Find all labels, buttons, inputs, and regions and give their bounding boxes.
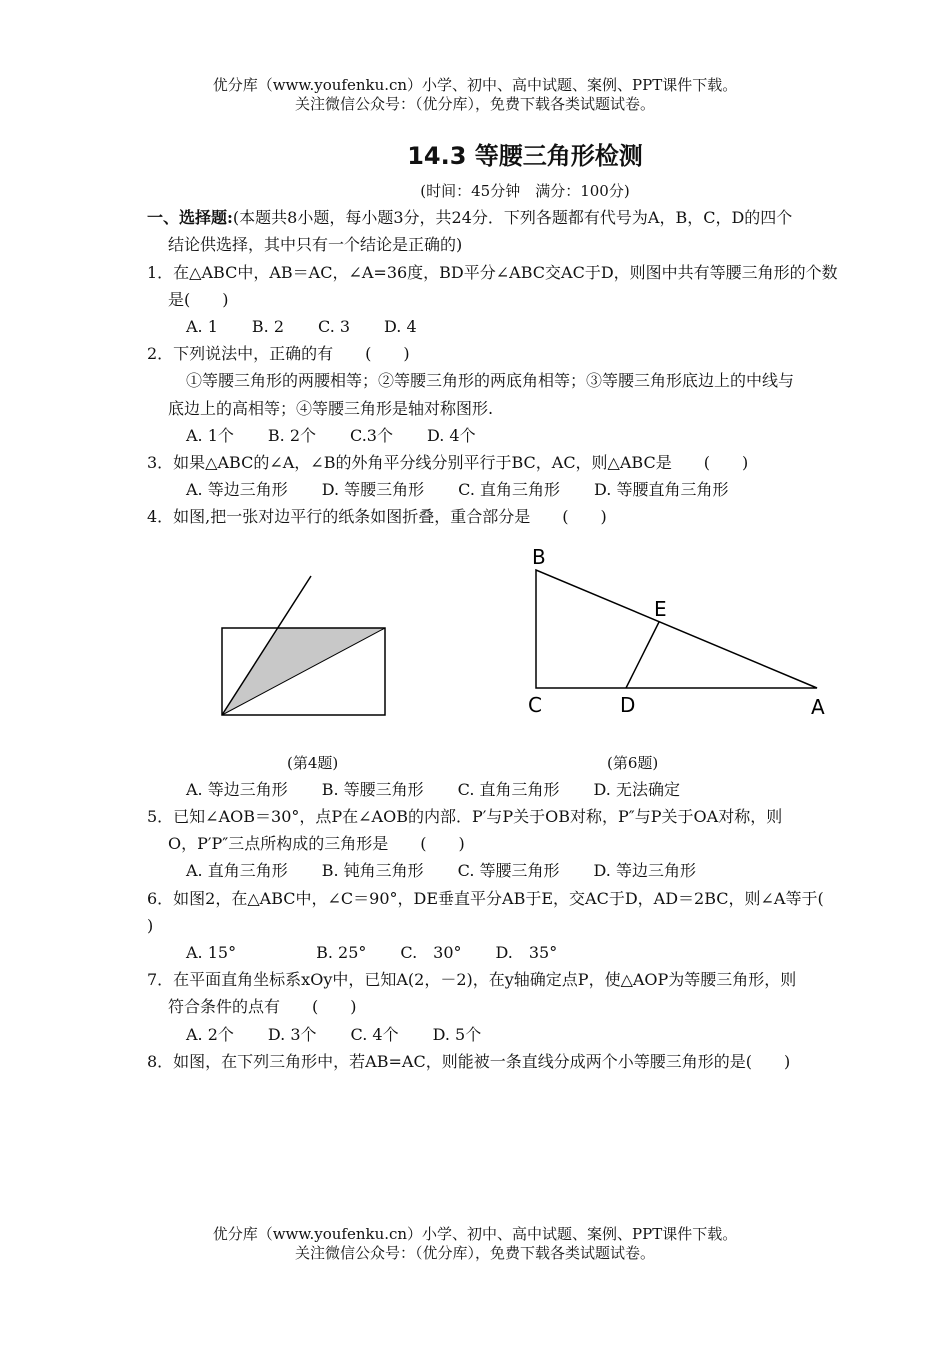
section-1-desc-1: (本题共8小题，每小题3分，共24分．下列各题都有代号为A，B，C，D的四个 bbox=[232, 208, 793, 227]
section-1-desc-2: 结论供选择，其中只有一个结论是正确的) bbox=[168, 235, 463, 254]
q2-option-b: B. 2个 bbox=[267, 426, 317, 445]
q7-option-c: C. 4个 bbox=[350, 1025, 399, 1044]
q6-text-1: 6．如图2，在△ABC中，∠C＝90°，DE垂直平分AB于E，交AC于D，AD＝2BC，则∠A等于( bbox=[147, 889, 824, 908]
q3-option-a: A. 等边三角形 bbox=[186, 480, 288, 499]
q3-text-1: 3．如果△ABC的∠A，∠B的外角平分线分别平行于BC，AC，则△ABC是 ( ) bbox=[147, 453, 749, 472]
q7-options bbox=[186, 1025, 515, 1045]
label-d: D bbox=[620, 693, 636, 717]
page-title: 14.3 等腰三角形检测 bbox=[407, 142, 643, 170]
figure-6 bbox=[528, 545, 825, 719]
figure-4 bbox=[222, 576, 385, 715]
label-b: B bbox=[532, 545, 546, 569]
q1-text-2: 是( ) bbox=[168, 290, 229, 309]
segment-de bbox=[626, 622, 659, 688]
label-a: A bbox=[811, 695, 825, 719]
q2-options bbox=[186, 426, 510, 446]
q5-option-c: C. 等腰三角形 bbox=[457, 861, 560, 880]
q7-option-b: D. 3个 bbox=[267, 1025, 317, 1044]
fig4-caption: (第4题) bbox=[287, 754, 339, 772]
q6-option-c: C. 30° bbox=[400, 943, 462, 962]
q3-option-d: D. 等腰直角三角形 bbox=[594, 480, 729, 499]
q2-option-a: A. 1个 bbox=[186, 426, 234, 445]
q1-option-a: A. 1 bbox=[186, 317, 218, 336]
q5-option-a: A. 直角三角形 bbox=[186, 861, 288, 880]
q3-option-b: D. 等腰三角形 bbox=[321, 480, 425, 499]
q2-text-1: 2．下列说法中，正确的有 ( ) bbox=[147, 344, 410, 363]
q6-option-b: B. 25° bbox=[316, 943, 367, 962]
q1-options bbox=[186, 317, 451, 337]
triangle-abc bbox=[536, 570, 817, 688]
q1-text-1: 1．在△ABC中，AB＝AC，∠A=36度，BD平分∠ABC交AC于D，则图中共有等腰三角形的个数 bbox=[147, 263, 838, 282]
q4-option-a: A. 等边三角形 bbox=[186, 780, 288, 799]
page-subtitle: (时间：45分钟 满分：100分) bbox=[420, 182, 630, 200]
section-1-label: 一、选择题: bbox=[147, 208, 233, 227]
q5-option-b: B. 钝角三角形 bbox=[321, 861, 424, 880]
q1-option-d: D. 4 bbox=[384, 317, 417, 336]
label-e: E bbox=[654, 597, 667, 621]
q7-option-d: D. 5个 bbox=[432, 1025, 482, 1044]
q8-text-1: 8．如图，在下列三角形中，若AB=AC，则能被一条直线分成两个小等腰三角形的是( ) bbox=[147, 1052, 791, 1071]
q4-options bbox=[186, 780, 714, 800]
q3-options bbox=[186, 480, 762, 500]
q7-text-1: 7．在平面直角坐标系xOy中，已知A(2，－2)，在y轴确定点P，使△AOP为等腰三角形，则 bbox=[147, 970, 797, 989]
footer-line-1: 优分库（www.youfenku.cn）小学、初中、高中试题、案例、PPT课件下载。 bbox=[212, 1225, 738, 1243]
q4-text-1: 4．如图,把一张对边平行的纸条如图折叠，重合部分是 ( ) bbox=[147, 507, 607, 526]
q6-text-2: ) bbox=[147, 916, 154, 935]
q3-option-c: C. 直角三角形 bbox=[458, 480, 561, 499]
fig6-caption: (第6题) bbox=[607, 754, 659, 772]
header-line-1: 优分库（www.youfenku.cn）小学、初中、高中试题、案例、PPT课件下载。 bbox=[212, 76, 738, 94]
q5-option-d: D. 等边三角形 bbox=[593, 861, 696, 880]
figures-area bbox=[0, 540, 950, 780]
q5-options bbox=[186, 861, 730, 881]
q4-option-d: D. 无法确定 bbox=[593, 780, 680, 799]
q2-option-c: C.3个 bbox=[350, 426, 393, 445]
q1-option-b: B. 2 bbox=[251, 317, 285, 336]
footer-line-2: 关注微信公众号：（优分库），免费下载各类试题试卷。 bbox=[294, 1244, 655, 1262]
q6-option-d: D. 35° bbox=[495, 943, 558, 962]
q7-option-a: A. 2个 bbox=[186, 1025, 234, 1044]
q4-option-b: B. 等腰三角形 bbox=[321, 780, 424, 799]
q2-text-3: 底边上的高相等；④等腰三角形是轴对称图形. bbox=[168, 399, 494, 418]
q2-text-2: ①等腰三角形的两腰相等；②等腰三角形的两底角相等；③等腰三角形底边上的中线与 bbox=[186, 371, 795, 390]
q5-text-2: O，P′P″三点所构成的三角形是 ( ) bbox=[168, 834, 465, 853]
header-line-2: 关注微信公众号：（优分库），免费下载各类试题试卷。 bbox=[294, 95, 655, 113]
q4-option-c: C. 直角三角形 bbox=[457, 780, 560, 799]
q7-text-2: 符合条件的点有 ( ) bbox=[168, 997, 357, 1016]
q2-option-d: D. 4个 bbox=[427, 426, 476, 445]
q6-option-a: A. 15° bbox=[186, 943, 237, 962]
label-c: C bbox=[528, 693, 542, 717]
q5-text-1: 5．已知∠AOB＝30°，点P在∠AOB的内部．P′与P关于OB对称，P″与P关于OA对称，则 bbox=[147, 807, 783, 826]
section-1-intro bbox=[147, 208, 792, 228]
q6-options bbox=[186, 943, 591, 963]
q1-option-c: C. 3 bbox=[318, 317, 351, 336]
